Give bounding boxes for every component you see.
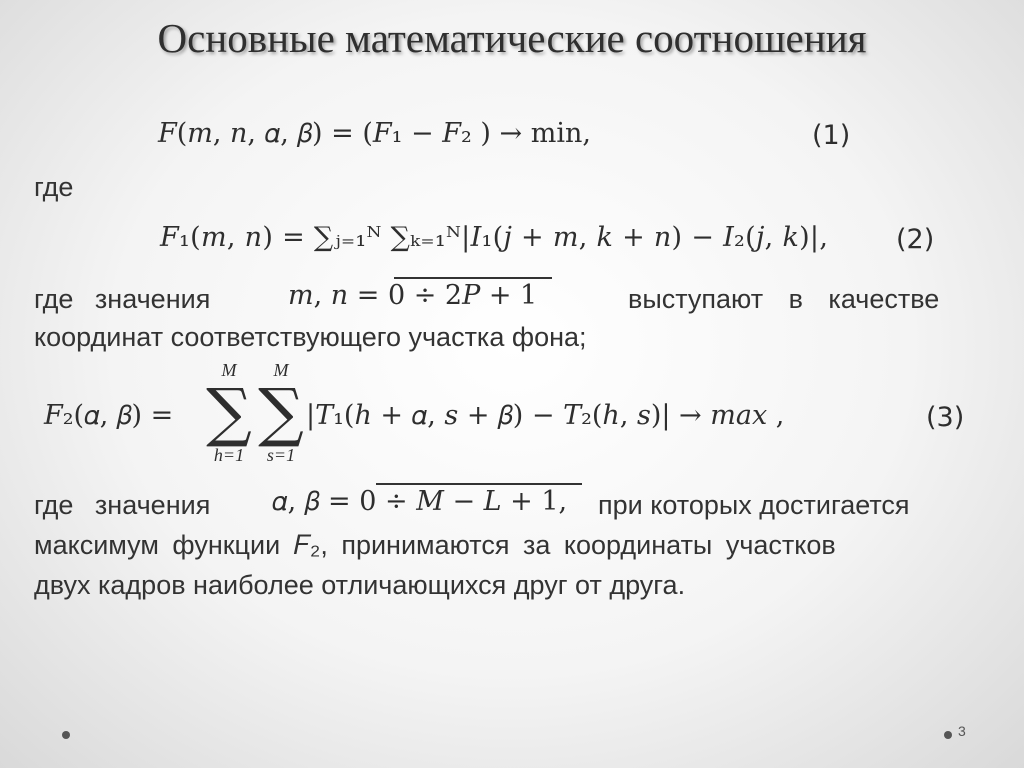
para2-tail: при которых достигается (598, 490, 910, 520)
para1-range (288, 280, 537, 311)
slide-title: Основные математические соотношения (157, 15, 867, 61)
para1-range-text: 𝑚, 𝑛 = 0 ÷ 2𝑃 + 1 (288, 280, 538, 311)
equation-3-lhs: 𝐹₂(𝛼, 𝛽) = (44, 400, 174, 431)
sigma-2-icon: ∑ (258, 376, 304, 450)
para2-line3: двух кадров наиболее отличающихся друг от друга. (34, 570, 686, 600)
sum-2 (256, 360, 306, 466)
equation-2: 𝐹₁(𝑚, 𝑛) = ∑ⱼ₌₁ᴺ ∑ₖ₌₁ᴺ|𝐼₁(𝑗 + 𝑚, 𝑘 + 𝑛) − 𝐼₂(𝑗, 𝑘)|, (160, 222, 829, 253)
sum-2-lower: s=1 (266, 445, 296, 465)
para2-lead: где значения (34, 490, 211, 520)
sum-2-upper: M (273, 360, 289, 380)
equation-1-number: (1) (812, 120, 851, 151)
where-label: где (34, 172, 74, 202)
sum-1-lower: h=1 (213, 445, 245, 465)
page-number: 3 (958, 723, 966, 739)
sigma-1-icon: ∑ (206, 376, 252, 450)
para2-line2: максимум функции 𝐹₂, принимаются за координаты участков (34, 530, 836, 560)
sum-1 (204, 360, 254, 466)
para1-lead: где значения (34, 284, 211, 314)
equation-3-body: |𝑇₁(ℎ + 𝛼, 𝑠 + 𝛽) − 𝑇₂(ℎ, 𝑠)| → 𝑚𝑎𝑥 , (306, 400, 785, 431)
sum-1-upper: M (221, 360, 237, 380)
para2-range: 𝛼, 𝛽 = 0 ÷ 𝑀 − 𝐿 + 1, (272, 486, 568, 517)
equation-3-number: (3) (926, 402, 965, 433)
right-dot-icon (944, 731, 952, 739)
para1-line2: координат соответствующего участка фона; (34, 322, 587, 352)
equation-1: 𝐹(𝑚, 𝑛, 𝛼, 𝛽) = (𝐹₁ − 𝐹₂ ) → min, (158, 118, 591, 149)
range-overline (394, 277, 552, 279)
para1-tail: выступают в качестве (628, 284, 940, 314)
range-overline-2 (376, 483, 582, 485)
equation-2-number: (2) (896, 224, 935, 255)
left-dot-icon (62, 731, 70, 739)
